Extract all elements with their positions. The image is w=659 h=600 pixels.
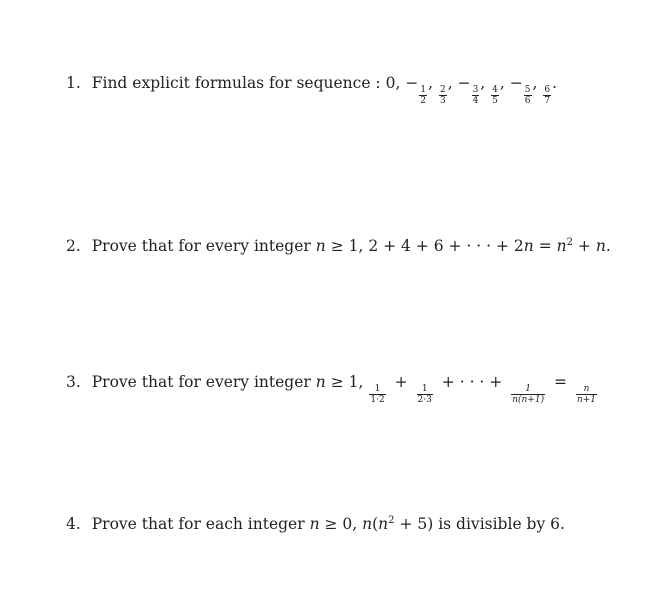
problem-text: Find explicit formulas for sequence :	[91, 74, 381, 92]
math-var: n	[309, 515, 320, 534]
sequence-first: 0,	[385, 74, 401, 92]
fraction: $\frac{1}{1\cdot 2}$	[370, 384, 385, 406]
problem-text: Prove that for every integer	[91, 237, 311, 256]
math-expr: $n(n^2 + 5)$	[362, 515, 434, 534]
fraction: $\frac{1}{2\cdot 3}$	[417, 384, 432, 406]
math-cond: ≥ 0,	[324, 515, 358, 534]
sequence-term: $\frac{6}{7}$ .	[544, 74, 558, 107]
math-lhs: 2 + 4 + 6 + · · · + 2n	[368, 237, 534, 256]
equals-sign: =	[554, 373, 568, 391]
problem-number: 3.	[66, 373, 81, 391]
math-rhs: $n^2 + n$.	[556, 237, 611, 256]
sequence-term: − $\frac{1}{2}$ ,	[405, 74, 434, 107]
math-cond: ≥ 1,	[330, 373, 364, 391]
problem-number: 4.	[66, 515, 81, 534]
problem-tail: is divisible by 6.	[438, 515, 565, 534]
problem-text: Prove that for each integer	[91, 515, 305, 534]
math-eq: =	[538, 237, 557, 256]
sequence-term: − $\frac{5}{6}$ ,	[509, 74, 538, 107]
plus-sign: +	[394, 373, 408, 391]
math-cond: ≥ 1,	[330, 237, 364, 256]
sequence-term: − $\frac{3}{4}$ ,	[457, 74, 486, 107]
problem-text: Prove that for every integer	[91, 373, 311, 391]
problem-3	[66, 372, 598, 405]
ellipsis: + · · · +	[441, 373, 503, 391]
problem-number: 1.	[66, 74, 81, 92]
problem-4	[66, 511, 565, 534]
problem-number: 2.	[66, 237, 81, 256]
math-var: n	[315, 237, 326, 256]
fraction: $\frac{n}{n+1}$	[576, 384, 597, 406]
fraction: $\frac{1}{n(n+1)}$	[512, 384, 545, 406]
problem-1	[66, 73, 557, 106]
sequence-term: $\frac{2}{3}$ ,	[439, 74, 453, 107]
math-var: n	[315, 373, 326, 391]
problem-2	[66, 233, 611, 256]
sequence-term: $\frac{4}{5}$ ,	[492, 74, 505, 107]
